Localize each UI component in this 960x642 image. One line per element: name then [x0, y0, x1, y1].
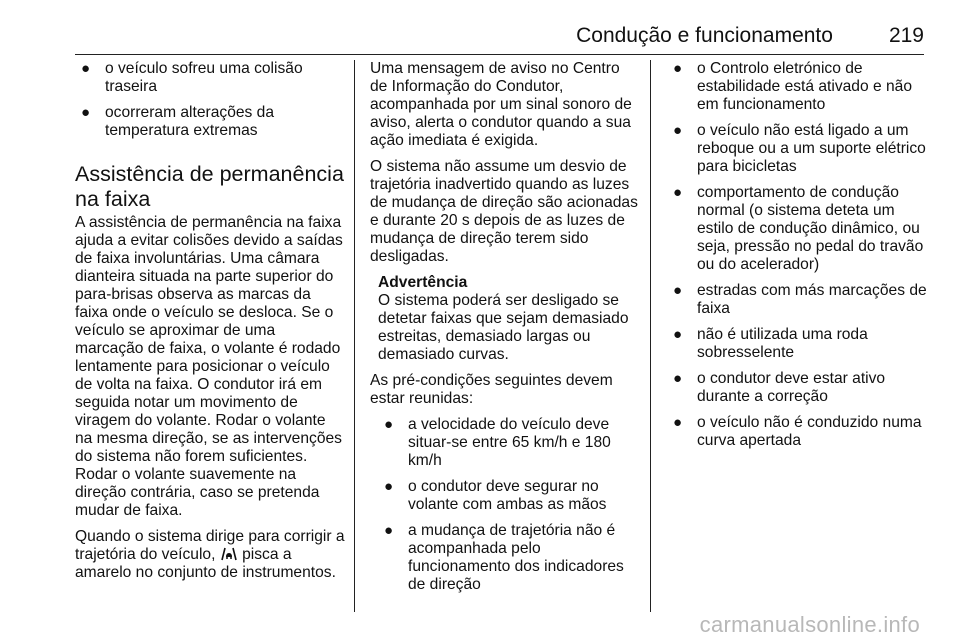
list-item: ● a velocidade do veículo deve situar-se entre 65 km/h e 180 km/h — [384, 416, 611, 469]
column-2 — [370, 60, 638, 602]
bullet-glyph: ● — [81, 104, 91, 121]
list-item: ● a mudança de trajetória não é acompanhada pelo funcionamento dos indicadores de direção — [384, 522, 624, 593]
bullet-glyph: ● — [673, 60, 683, 77]
preconditions-intro: As pré-condições seguintes devem estar reunidas: — [370, 372, 613, 407]
column-1 — [75, 60, 345, 590]
list-item: ● estradas com más marcações de faixa — [673, 282, 927, 317]
bullet-glyph: ● — [81, 60, 91, 77]
warning-title: Advertência — [378, 274, 468, 291]
bullet-list-col2 — [370, 416, 638, 594]
bullet-list-col1 — [75, 60, 345, 140]
page-title: Condução e funcionamento — [576, 24, 833, 47]
body-paragraph: A assistência de permanência na faixa ajuda a evitar colisões devido a saídas de faixa involuntárias. Uma câmara dianteira situada na parte superior do para-brisas observa as marcas da faixa onde o veículo se desloca. Se o veículo se aproximar de uma marcação de faixa, o volante é rodado lentamente para posicionar o veículo de volta na faixa. O condutor irá em seguida notar um movimento de viragem do volante. Rodar o volante na mesma direção, se as intervenções do sistema não forem suficientes. Rodar o volante suavemente na direção contrária, caso se pretenda mudar de faixa. — [75, 214, 343, 519]
bullet-list-col3 — [667, 60, 932, 450]
bullet-glyph: ● — [673, 414, 683, 431]
bullet-glyph: ● — [673, 370, 683, 387]
lane-keep-assist-icon — [220, 547, 238, 561]
column-3 — [667, 60, 932, 458]
column-divider-1 — [354, 60, 355, 612]
list-item: ● ocorreram alterações da temperatura extremas — [81, 104, 275, 139]
bullet-glyph: ● — [673, 282, 683, 299]
list-item: ● o condutor deve segurar no volante com ambas as mãos — [384, 478, 607, 513]
bullet-glyph: ● — [673, 326, 683, 343]
bullet-glyph: ● — [384, 522, 394, 539]
warning-box — [378, 274, 638, 364]
body-paragraph: O sistema não assume um desvio de trajetória inadvertido quando as luzes de mudança de direção são acionadas e durante 20 s depois de as luzes de mudança de direção terem sido desligadas. — [370, 158, 638, 265]
column-divider-2 — [650, 60, 651, 612]
list-item: ● comportamento de condução normal (o sistema deteta um estilo de condução dinâmico, ou seja, pressão no pedal do travão ou do acelerador) — [673, 184, 924, 273]
warning-text: O sistema poderá ser desligado se detetar faixas que sejam demasiado estreitas, demasiado largas ou demasiado curvas. — [378, 292, 629, 363]
bullet-glyph: ● — [673, 184, 683, 201]
list-item: ● não é utilizada uma roda sobresselente — [673, 326, 868, 361]
bullet-glyph: ● — [384, 416, 394, 433]
bullet-glyph: ● — [673, 122, 683, 139]
list-item: ● o veículo não está ligado a um reboque ou a um suporte elétrico para bicicletas — [673, 122, 926, 175]
list-item: ● o veículo não é conduzido numa curva apertada — [673, 414, 922, 449]
list-item: ● o veículo sofreu uma colisão traseira — [81, 60, 303, 95]
page-number: 219 — [888, 24, 924, 47]
list-item: ● o condutor deve estar ativo durante a correção — [673, 370, 886, 405]
list-item: ● o Controlo eletrónico de estabilidade está ativado e não em funcionamento — [673, 60, 913, 113]
bullet-glyph: ● — [384, 478, 394, 495]
page-header — [75, 24, 924, 55]
body-paragraph: Uma mensagem de aviso no Centro de Informação do Condutor, acompanhada por um sinal sonoro de aviso, alerta o condutor quando a sua ação imediata é exigida. — [370, 60, 632, 149]
watermark: carmanualsonline.info — [699, 612, 920, 637]
section-heading: Assistência de permanência na faixa — [75, 162, 344, 211]
body-paragraph-with-icon: Quando o sistema dirige para corrigir a trajetória do veículo, pisca a amarelo no conjunto de instrumentos. — [75, 528, 345, 581]
